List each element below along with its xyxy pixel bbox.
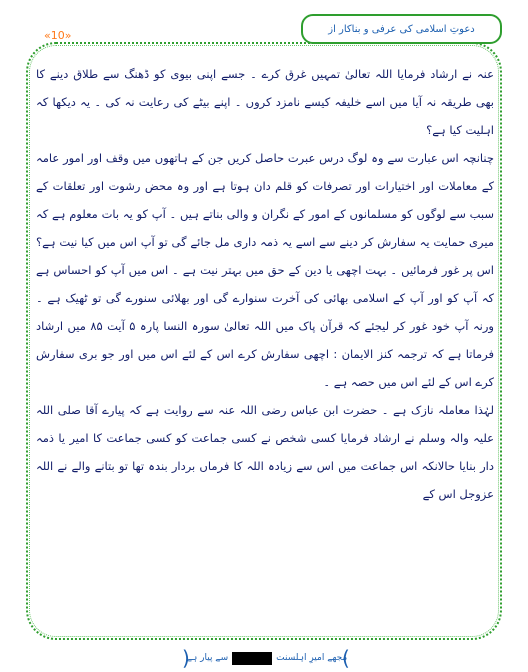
footer-slogan xyxy=(182,648,352,668)
page-number-left-ornament: « xyxy=(44,29,51,42)
footer-text-end: سے پیار ہے xyxy=(186,653,229,663)
paragraph-3: لہٰذا معاملہ نازک ہے ۔ حضرت ابن عباس رضی اللہ عنہ سے روایت ہے کہ پیارے آقا صلی اللہ علیہ والہ وسلم نے ارشاد فرمایا کسی شخص نے کسی جماعت کو کسی جماعت کا امیر یا ذمہ دار بنایا حالانکہ اس جماعت میں اس سے زیادہ اللہ کا فرماں بردار بندہ تھا تو بتانے والے نے اللہ عزوجل اس کے xyxy=(36,403,494,501)
article-body xyxy=(36,60,494,508)
paragraph-1: عنہ نے ارشاد فرمایا اللہ تعالیٰ تمہیں غرق کرے ۔ جسے اپنی بیوی کو ڈھنگ سے طلاق دینے کا بھی طریقہ نہ آیا میں اسے خلیفہ کیسے نامزد کروں ۔ اپنے بیٹے کی رعایت نہ کی ۔ یہ دیکھا کہ اہلیت کیا ہے؟ xyxy=(36,67,494,137)
page-number xyxy=(44,29,71,42)
footer-bracket-left: ( xyxy=(182,646,190,670)
paragraph-2: چنانچہ اس عبارت سے وہ لوگ درس عبرت حاصل کریں جن کے ہاتھوں میں وقف اور امور عامہ کے معاملات اور اختیارات اور تصرفات کو قلم دان ہوتا ہے اور وہ محض رشوت اور تعلقات کے سبب سے لوگوں کو مسلمانوں کے امور کے نگران و والی بناتے ہیں ۔ آپ کو یہ بات معلوم ہے کہ میری حمایت یہ سفارش کر دینے سے اسے یہ ذمہ داری مل جائے گی تو آپ اس میں کیا نیت ہے؟ اس پر غور فرمائیں ۔ بہت اچھی یا دین کے حق میں بہتر نیت ہے ۔ اس میں آپ کو احساس ہے کہ آپ کو اور آپ کے اسلامی بھائی کی آخرت سنوارے گی اور بھلائی سنورے گی تو ٹھیک ہے ۔ ورنہ آپ خود غور کر لیجئے کہ قرآن پاک میں اللہ تعالیٰ سورہ النسا پارہ ۵ آیت ۸۵ میں ارشاد فرماتا ہے کہ ترجمہ کنز الایمان : اچھی سفارش کرے اس کے لئے اس میں اور جو بری سفارش کرے اس کے لئے اس میں حصہ ہے ۔ xyxy=(36,151,494,389)
book-title xyxy=(301,14,502,44)
page-number-right-ornament: » xyxy=(64,29,72,42)
page-number-value: 10 xyxy=(50,29,65,42)
book-title-text: دعوتِ اسلامی کی عرفی و بناکار از xyxy=(328,23,475,35)
redacted-block xyxy=(232,652,272,665)
footer-text-start: مجھے امیرِ اہلسنت xyxy=(276,653,348,663)
footer-bracket-right: ) xyxy=(342,646,350,670)
